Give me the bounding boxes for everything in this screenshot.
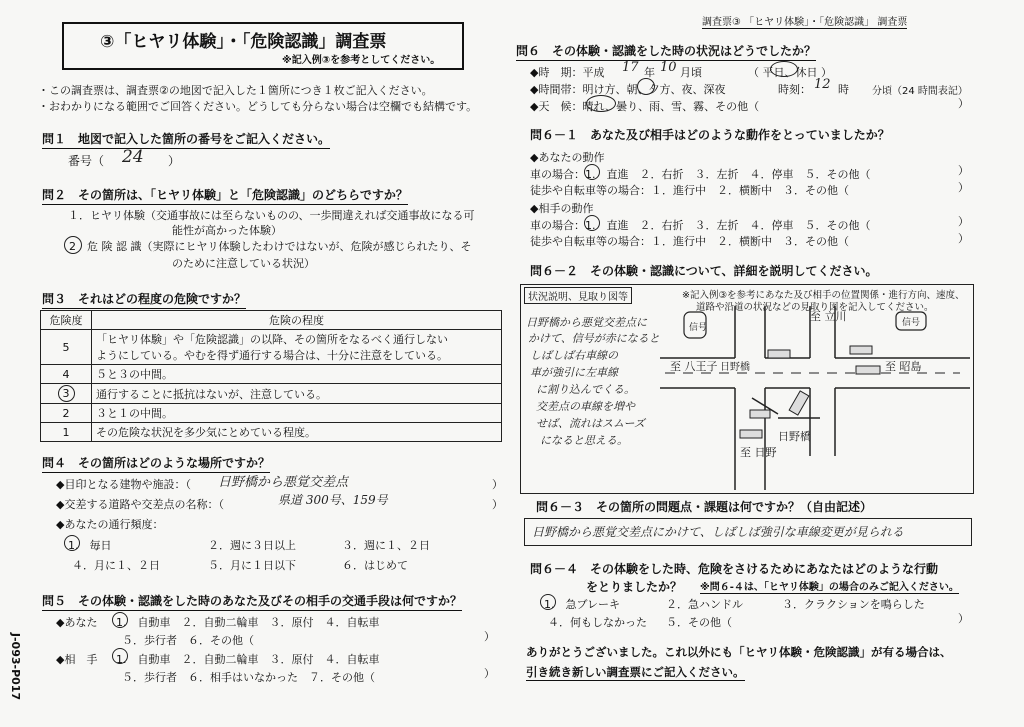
sketch-note-2: 道路や沿道の状況などの見取り図を記入してください。 bbox=[696, 302, 934, 313]
page-title: ③「ヒヤリ体験」・「危険認識」調査票 bbox=[100, 32, 387, 52]
sketch-map bbox=[660, 306, 970, 490]
footer-line-2: 引き続き新しい調査票にご記入ください。 bbox=[526, 665, 745, 679]
q6-1-other-walk[interactable]: 徒歩や自転車等の場合：１．進行中 ２．横断中 ３．その他（ bbox=[530, 235, 849, 248]
sketch-note-hand-2: かけて、信号が赤になると bbox=[528, 332, 660, 345]
q6-4-title-2: をとりましたか？ bbox=[586, 580, 683, 594]
q6-weather-circle bbox=[586, 95, 616, 112]
q6-1-other-car-close: ） bbox=[958, 215, 969, 228]
q5-you-close: ） bbox=[484, 630, 495, 643]
risk-row-5[interactable] bbox=[41, 330, 502, 365]
risk-desc: 通行することに抵抗はないが、注意している。 bbox=[92, 384, 502, 404]
sketch-note-hand-8: になると思える。 bbox=[540, 434, 628, 447]
q6-1-you-walk[interactable]: 徒歩や自転車等の場合：１．進行中 ２．横断中 ３．その他（ bbox=[530, 184, 849, 197]
q6-4-opt1[interactable]: 1. 急ブレーキ bbox=[544, 598, 621, 611]
q6-4-opt5[interactable]: ５．その他（ bbox=[666, 616, 732, 629]
risk-head-desc: 危険の程度 bbox=[92, 311, 502, 330]
risk-desc: ５と３の中間。 bbox=[92, 365, 502, 384]
q6-1-you-car-close: ） bbox=[958, 164, 969, 177]
risk-level-selected bbox=[41, 384, 92, 404]
q6-time-label: ◆時間帯：明け方、朝、夕方、夜、深夜 bbox=[530, 83, 726, 96]
risk-level-circle: 3 bbox=[58, 385, 75, 402]
side-code: J-093-P017 bbox=[9, 632, 23, 701]
intro-line-2: ・おわかりになる範囲でご回答ください。どうしても分らない場合は空欄でも結構です。 bbox=[38, 100, 478, 113]
q6-when-end: 月頃 bbox=[680, 66, 702, 79]
footer-line-1: ありがとうございました。これ以外にも「ヒヤリ体験・危険認識」が有る場合は、 bbox=[526, 645, 952, 659]
q6-3-answer[interactable]: 日野橋から悪覚交差点にかけて、しばしば強引な車線変更が見られる bbox=[532, 525, 904, 539]
risk-row-1[interactable] bbox=[41, 423, 502, 442]
sketch-note-hand-7: せば、流れはスムーズ bbox=[536, 417, 645, 430]
q6-2-title: 問６－２ その体験・認識について、詳細を説明してください。 bbox=[530, 264, 878, 278]
risk-desc-line-2: ようにしている。やむを得ず通行する場合は、十分に注意をしている。 bbox=[96, 349, 448, 362]
q4-road-answer[interactable]: 県道 300号、159号 bbox=[278, 493, 388, 507]
map-sign-2: 信号 bbox=[902, 318, 921, 328]
q2-opt2b: のために注意している状況） bbox=[172, 257, 315, 270]
car-5 bbox=[750, 410, 770, 418]
risk-desc: その危険な状況を多少気にとめている程度。 bbox=[92, 423, 502, 442]
q6-3-title: 問６－３ その箇所の問題点・課題は何ですか？（自由記述） bbox=[536, 500, 873, 514]
q6-1-you-label: ◆あなたの動作 bbox=[530, 151, 605, 164]
q4-freq-3[interactable]: ３．週に１、２日 bbox=[342, 539, 430, 552]
q6-when-year[interactable]: 17 bbox=[622, 60, 639, 75]
q6-4-opt4[interactable]: ４．何もしなかった bbox=[548, 616, 647, 629]
car-4 bbox=[789, 391, 809, 415]
map-north: 至 立川 bbox=[810, 310, 847, 323]
map-bridge: 日野橋 bbox=[778, 430, 811, 443]
q6-4-title: 問６－４ その体験をした時、危険をさけるためにあなたはどのような行動 bbox=[530, 562, 939, 576]
sketch-note-hand-5: に割り込んでくる。 bbox=[536, 383, 635, 396]
q2-title: 問２ その箇所は、「ヒヤリ体験」と「危険認識」のどちらですか？ bbox=[42, 186, 408, 205]
cross-road-left bbox=[735, 306, 765, 490]
q4-freq-6[interactable]: ６．はじめて bbox=[342, 559, 408, 572]
sketch-note-hand-6: 交差点の車線を増や bbox=[536, 400, 635, 413]
q4-freq-1[interactable]: 1. 毎日 bbox=[68, 539, 112, 552]
q6-weekday[interactable]: （ 平日、休日 ） bbox=[748, 66, 832, 79]
q4-freq-2[interactable]: ２．週に３日以上 bbox=[208, 539, 296, 552]
q5-you-row1[interactable]: 1. 自動車 ２．自動二輪車 ３．原付 ４．自転車 bbox=[116, 616, 380, 629]
car-6 bbox=[740, 430, 762, 438]
q5-title: 問５ その体験・認識をした時のあなた及びその相手の交通手段は何ですか？ bbox=[42, 592, 462, 611]
q6-1-other-label: ◆相手の動作 bbox=[530, 202, 594, 215]
q6-title: 問６ その体験・認識をした時の状況はどうでしたか？ bbox=[516, 42, 816, 61]
intro-line-1: ・この調査票は、調査票②の地図で記入した１箇所につき１枚ご記入ください。 bbox=[38, 84, 433, 97]
q6-4-opt3[interactable]: ３．クラクションを鳴らした bbox=[782, 598, 925, 611]
q4-title: 問４ その箇所はどのような場所ですか？ bbox=[42, 454, 270, 473]
map-road-mid: 日野橋 bbox=[720, 362, 750, 373]
q2-opt1b: 能性が高かった体験） bbox=[172, 224, 282, 237]
q6-weather-close: ） bbox=[958, 97, 969, 110]
q4-freq-4[interactable]: ４．月に１、２日 bbox=[72, 559, 160, 572]
q6-time-min: 分頃（24 時間表記） bbox=[872, 86, 968, 97]
q2-opt2[interactable]: 2 危 険 認 識（実際にヒヤリ体験したわけではないが、危険が感じられたり、そ bbox=[69, 240, 472, 253]
q5-other-row2[interactable]: ５．歩行者 ６．相手はいなかった ７．その他（ bbox=[122, 671, 375, 684]
q4-road-label: ◆交差する道路や交差点の名称：（ bbox=[56, 498, 224, 511]
q4-landmark-answer[interactable]: 日野橋から悪覚交差点 bbox=[218, 475, 349, 490]
risk-head-level: 危険度 bbox=[41, 311, 92, 330]
car-2 bbox=[850, 346, 872, 354]
q6-when-mid: 年 bbox=[644, 66, 655, 79]
q1-title: 問１ 地図で記入した箇所の番号をご記入ください。 bbox=[42, 130, 330, 149]
q6-weather[interactable]: ◆天 候：晴れ、曇り、雨、雪、霧、その他（ bbox=[530, 100, 760, 113]
q6-4-opt2[interactable]: ２．急ハンドル bbox=[666, 598, 743, 611]
sketch-box-label: 状況説明、見取り図等 bbox=[524, 287, 632, 304]
risk-desc: ３と１の中間。 bbox=[92, 404, 502, 423]
sketch-note-1: ※記入例③を参考にあなた及び相手の位置関係・進行方向、速度、 bbox=[682, 290, 965, 301]
q6-time-hour-unit: 時 bbox=[838, 83, 849, 96]
q4-road-close: ） bbox=[492, 498, 503, 511]
cross-road-right bbox=[810, 306, 835, 456]
q6-time-hour[interactable]: 12 bbox=[814, 77, 831, 92]
q2-opt1[interactable]: １．ヒヤリ体験（交通事故には至らないものの、一歩間違えれば交通事故になる可 bbox=[68, 209, 475, 222]
q5-other-label: ◆相 手 bbox=[56, 653, 98, 666]
risk-desc bbox=[92, 330, 502, 365]
risk-desc-line-1: 「ヒヤリ体験」や「危険認識」の以降、その箇所をなるべく通行しない bbox=[96, 333, 448, 346]
risk-table bbox=[40, 310, 502, 442]
car-3 bbox=[856, 366, 880, 374]
q6-time-clock: 時刻： bbox=[778, 83, 811, 96]
q5-other-close: ） bbox=[484, 667, 495, 680]
form-id-right: 調査票③ 「ヒヤリ体験」・「危険認識」 調査票 bbox=[702, 13, 907, 29]
page-subtitle: ※記入例③を参考としてください。 bbox=[282, 55, 441, 66]
q1-answer[interactable]: 24 bbox=[122, 147, 144, 167]
map-road-left: 至 八王子 bbox=[670, 360, 718, 373]
risk-table-header bbox=[41, 311, 502, 330]
q6-1-you-car[interactable]: 車の場合：1. 直進 ２．右折 ３．左折 ４．停車 ５．その他（ bbox=[530, 168, 871, 181]
risk-row-3[interactable] bbox=[41, 384, 502, 404]
q4-landmark-label: ◆目印となる建物や施設：（ bbox=[56, 478, 191, 491]
q6-1-other-car[interactable]: 車の場合：1. 直進 ２．右折 ３．左折 ４．停車 ５．その他（ bbox=[530, 219, 871, 232]
q6-4-close: ） bbox=[958, 612, 969, 625]
q5-you-label: ◆あなた bbox=[56, 616, 98, 629]
risk-row-4[interactable] bbox=[41, 365, 502, 384]
risk-level: 2 bbox=[41, 404, 92, 423]
q3-title: 問３ それはどの程度の危険ですか？ bbox=[42, 290, 246, 309]
risk-row-2[interactable] bbox=[41, 404, 502, 423]
q6-1-you-walk-close: ） bbox=[958, 181, 969, 194]
q6-time-circle bbox=[637, 78, 655, 95]
q6-weekday-circle bbox=[770, 61, 798, 77]
q6-when-month[interactable]: 10 bbox=[660, 60, 677, 75]
q4-freq-label: ◆あなたの通行頻度： bbox=[56, 518, 164, 531]
q1-label: 番号（ bbox=[68, 154, 105, 168]
q5-you-row2[interactable]: ５．歩行者 ６．その他（ bbox=[122, 634, 254, 647]
q4-freq-5[interactable]: ５．月に１日以下 bbox=[208, 559, 296, 572]
risk-level: 5 bbox=[41, 330, 92, 365]
q5-other-row1[interactable]: 1. 自動車 ２．自動二輪車 ３．原付 ４．自転車 bbox=[116, 653, 380, 666]
map-sign-1: 信号 bbox=[689, 323, 708, 333]
car-1 bbox=[768, 350, 790, 358]
q6-1-title: 問６－１ あなた及び相手はどのような動作をとっていましたか？ bbox=[530, 128, 890, 142]
q6-1-other-walk-close: ） bbox=[958, 232, 969, 245]
map-road-right: 至 昭島 bbox=[885, 360, 922, 373]
sketch-note-hand-1: 日野橋から悪覚交差点に bbox=[526, 316, 647, 329]
q1-close: ） bbox=[168, 154, 181, 168]
sketch-note-hand-3: しばしば右車線の bbox=[530, 349, 618, 362]
risk-level: 4 bbox=[41, 365, 92, 384]
q6-4-note: ※問６-４は、「ヒヤリ体験」の場合のみご記入ください。 bbox=[700, 578, 959, 594]
risk-level: 1 bbox=[41, 423, 92, 442]
map-south: 至 日野 bbox=[740, 446, 777, 459]
q4-landmark-close: ） bbox=[492, 478, 503, 491]
sketch-note-hand-4: 車が強引に左車線 bbox=[530, 366, 618, 379]
q6-when-label: ◆時 期：平成 bbox=[530, 66, 605, 79]
